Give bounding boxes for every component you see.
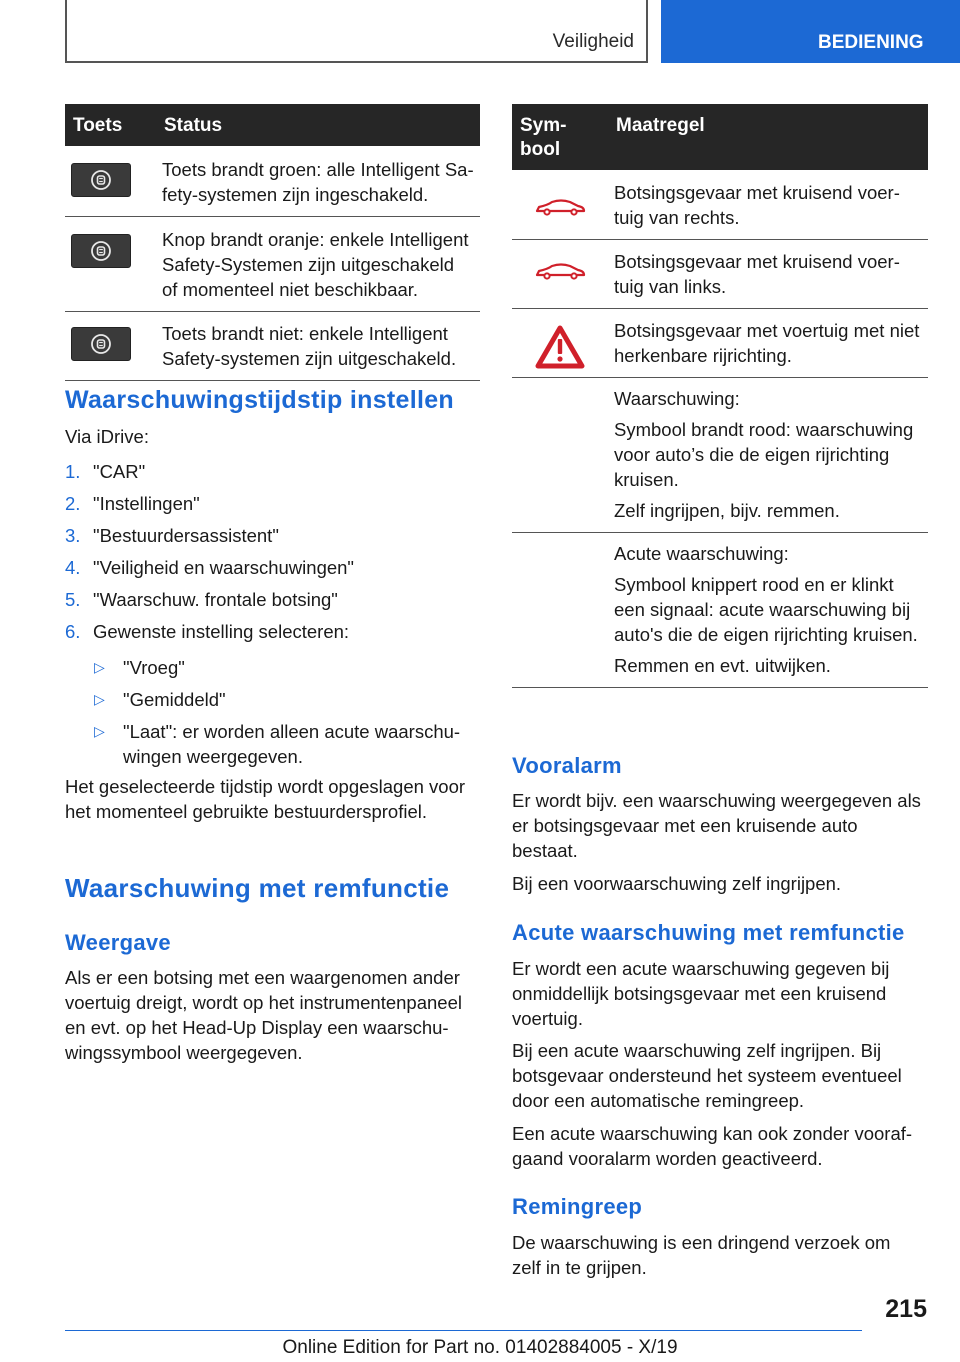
warning-triangle-icon	[535, 325, 585, 369]
action-text: Zelf ingrijpen, bijv. remmen.	[614, 500, 840, 521]
symbol-action-table	[512, 104, 928, 688]
acute-text-2: Bij een acute waarschuwing zelf ingrijpen. Bij botsgevaar ondersteund het systeem eventueel door een automatische remingreep.	[512, 1040, 902, 1111]
list-item: ▷ "Laat": er worden alleen acute waarschuwingen weergegeven.	[94, 721, 461, 767]
list-item: 2. "Instellingen"	[65, 493, 200, 514]
table-row	[65, 217, 480, 312]
chapter-tab-label: BEDIENING	[818, 32, 924, 53]
col-header-status: Status	[156, 104, 480, 146]
acute-text-3: Een acute waarschuwing kan ook zonder voorafgaand vooralarm worden geactiveerd.	[512, 1123, 913, 1169]
saved-note: Het geselecteerde tijdstip wordt opgeslagen voor het momenteel gebruikte bestuurdersprofiel.	[65, 776, 466, 822]
key-button-green-icon	[71, 163, 131, 197]
list-item: 4. "Veiligheid en waarschuwingen"	[65, 557, 354, 578]
setting-options-list	[93, 655, 480, 769]
list-item: 3. "Bestuurdersassistent"	[65, 525, 279, 546]
key-button-orange-icon	[71, 234, 131, 268]
heading-warning-timing: Waarschuwingstijdstip instellen	[65, 386, 454, 414]
via-idrive-label: Via iDrive:	[65, 426, 149, 447]
heading-prealarm: Vooralarm	[512, 753, 622, 778]
action-text: Botsingsgevaar met kruisend voertuig van rechts.	[614, 182, 900, 228]
table-row	[65, 312, 480, 381]
list-item: 1. "CAR"	[65, 461, 146, 482]
heading-brake-intervention: Remingreep	[512, 1194, 643, 1219]
acute-text-1: Er wordt een acute waarschuwing gegeven bij onmiddellijk botsingsgevaar met een kruisend voertuig.	[512, 958, 890, 1029]
status-text: Knop brandt oranje: enkele Intelligent Safety-Systemen zijn uitgeschakeld of momenteel niet beschikbaar.	[156, 217, 480, 312]
col-header-action: Maatregel	[608, 104, 928, 170]
chapter-tab	[661, 0, 960, 63]
key-status-table	[65, 104, 480, 381]
table-row	[512, 309, 928, 378]
status-text: Toets brandt groen: alle Intelligent Safety-systemen zijn ingeschakeld.	[156, 146, 480, 217]
list-item: 5. "Waarschuw. frontale botsing"	[65, 589, 338, 610]
prealarm-text-2: Bij een voorwaarschuwing zelf ingrijpen.	[512, 873, 842, 894]
list-item: ▷ "Vroeg"	[94, 657, 185, 678]
action-text: Waarschuwing:	[614, 388, 740, 409]
table-row	[512, 240, 928, 309]
heading-brake-warning: Waarschuwing met remfunctie	[65, 873, 450, 903]
car-crossing-right-icon	[534, 199, 586, 217]
prealarm-text-1: Er wordt bijv. een waarschuwing weergegeven als er botsingsgevaar met een kruisende auto bestaat.	[512, 790, 921, 861]
header-bar	[65, 0, 648, 63]
list-item: ▷ "Gemiddeld"	[94, 689, 226, 710]
status-text: Toets brandt niet: enkele Intelligent Safety-systemen zijn uitgeschakeld.	[156, 312, 480, 381]
table-row	[65, 146, 480, 217]
table-row	[512, 170, 928, 240]
display-text: Als er een botsing met een waargenomen ander voertuig dreigt, wordt op het instrumentenpaneel en evt. op het Head-Up Display een waarschuwingssymbool weergegeven.	[65, 967, 462, 1063]
action-text: Symbool brandt rood: waarschuwing voor auto’s die de eigen rijrichting kruisen.	[614, 419, 914, 490]
heading-display: Weergave	[65, 930, 171, 955]
action-text: Botsingsgevaar met voertuig met niet herkenbare rijrichting.	[614, 320, 920, 366]
key-button-off-icon	[71, 327, 131, 361]
list-item: 6. Gewenste instelling selecteren:	[65, 621, 350, 642]
table-row	[512, 378, 928, 533]
col-header-key: Toets	[65, 104, 156, 146]
section-title: Veiligheid	[552, 31, 634, 52]
car-crossing-left-icon	[534, 263, 586, 281]
action-text: Acute waarschuwing:	[614, 543, 789, 564]
table-row	[512, 533, 928, 688]
action-text: Symbool knippert rood en er klinkt een signaal: acute waarschuwing bij auto's die de eigen rijrichting kruisen.	[614, 574, 918, 645]
brake-intervention-text: De waarschuwing is een dringend verzoek om zelf in te grijpen.	[512, 1232, 891, 1278]
footer-edition: Online Edition for Part no. 01402884005 - X/19	[282, 1337, 678, 1358]
idrive-steps-list	[65, 459, 480, 651]
col-header-symbol: Symbool	[512, 104, 608, 170]
heading-acute-warning: Acute waarschuwing met remfunctie	[512, 920, 905, 945]
action-text: Botsingsgevaar met kruisend voertuig van links.	[614, 251, 900, 297]
page-number: 215	[885, 1295, 927, 1323]
footer-divider	[65, 1330, 862, 1331]
action-text: Remmen en evt. uitwijken.	[614, 655, 831, 676]
